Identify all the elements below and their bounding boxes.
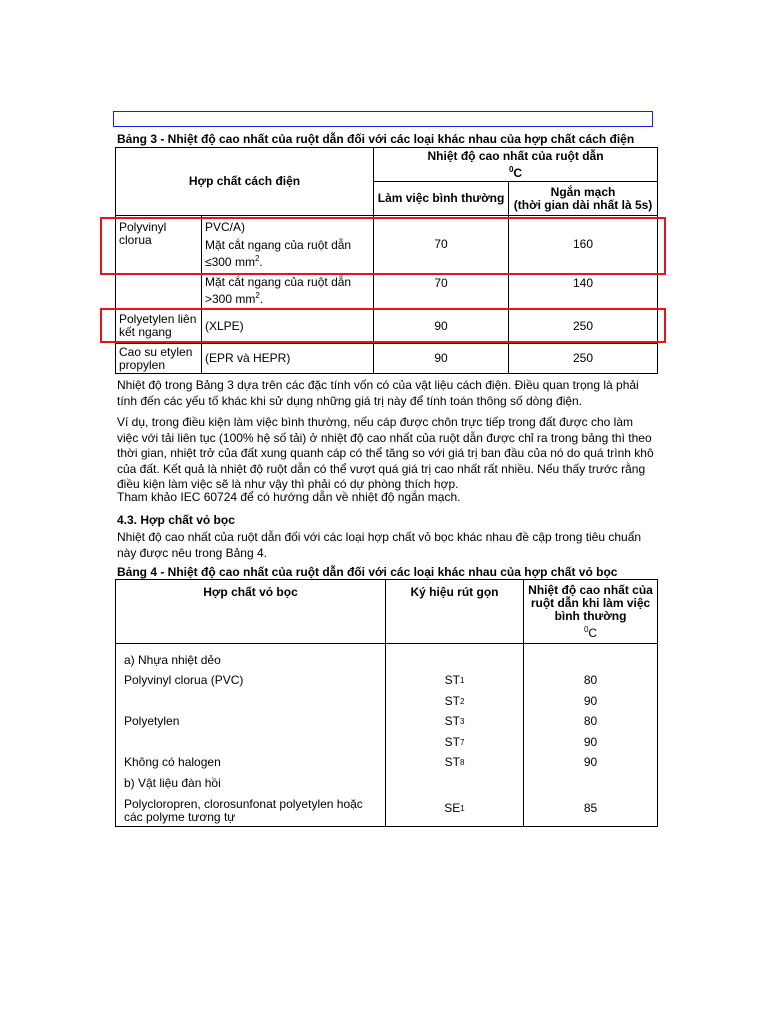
table4-header-symbol: Ký hiệu rút gọn bbox=[386, 580, 524, 644]
list-item: Polycloropren, clorosunfonat polyetylen hoặc các polyme tương tự bbox=[124, 796, 363, 824]
selection-box bbox=[113, 111, 653, 127]
compound-column bbox=[116, 644, 386, 827]
list-item: Không có halogen bbox=[124, 755, 221, 770]
list-item: Polyetylen bbox=[124, 714, 180, 729]
list-item: ST 7 bbox=[444, 734, 465, 749]
normal-temp-cell: 90 bbox=[374, 309, 509, 344]
normal-temp-cell: 70 bbox=[374, 216, 509, 274]
table4-caption: Bảng 4 - Nhiệt độ cao nhất của ruột dẫn đối với các loại khác nhau của hợp chất vỏ bọc bbox=[117, 565, 618, 579]
list-item: 80 bbox=[583, 673, 598, 688]
paragraph: Nhiệt độ trong Bảng 3 dựa trên các đặc tính vốn có của vật liệu cách điện. Điều quan trọng là phải tính đến các yếu tố khác khi sử dụng những giá trị này để tính toán thông số dòng điện. bbox=[117, 378, 639, 408]
detail-cell: Mặt cắt ngang của ruột dẫn >300 $mm^2$. bbox=[202, 274, 374, 309]
table3-header-normal: Làm việc bình thường bbox=[374, 182, 509, 216]
highlight-box bbox=[100, 308, 666, 343]
highlight-box bbox=[100, 217, 666, 275]
paragraph: Nhiệt độ cao nhất của ruột dẫn đối với các loại hợp chất vỏ bọc khác nhau đề cập trong tiêu chuẩn này được nêu trong Bảng 4. bbox=[117, 530, 642, 560]
short-temp-cell: 160 bbox=[509, 216, 658, 274]
table4-header-temp: Nhiệt độ cao nhất của ruột dẫn khi làm việc bình thường $^0$C bbox=[524, 580, 658, 644]
detail-cell: (XLPE) bbox=[202, 309, 374, 344]
table3-header-insulation: Hợp chất cách điện bbox=[116, 148, 374, 216]
list-item: ST 1 bbox=[444, 673, 465, 688]
list-item: SE 1 bbox=[444, 801, 465, 815]
temp-column bbox=[524, 644, 658, 827]
table-row bbox=[116, 344, 658, 374]
list-item: b) Vật liệu đàn hồi bbox=[124, 775, 221, 790]
short-temp-cell: 140 bbox=[509, 274, 658, 309]
list-item: 80 bbox=[583, 714, 598, 729]
table4-header-compound: Hợp chất vỏ bọc bbox=[116, 580, 386, 644]
normal-temp-cell: 90 bbox=[374, 344, 509, 374]
list-item: Polyvinyl clorua (PVC) bbox=[124, 673, 244, 688]
list-item bbox=[124, 691, 377, 712]
table4 bbox=[115, 579, 658, 827]
list-item: 90 bbox=[583, 755, 598, 770]
section-heading: 4.3. Hợp chất vỏ bọc bbox=[117, 513, 235, 527]
short-temp-cell: 250 bbox=[509, 309, 658, 344]
material-cell: Polyvinyl clorua bbox=[116, 216, 202, 309]
symbol-column bbox=[386, 644, 524, 827]
normal-temp-cell: 70 bbox=[374, 274, 509, 309]
list-item bbox=[386, 650, 523, 671]
list-item: 90 bbox=[583, 734, 598, 749]
material-cell: Cao su etylen propylen bbox=[116, 344, 202, 374]
list-item: ST 2 bbox=[444, 693, 465, 708]
paragraph: Ví dụ, trong điều kiện làm việc bình thường, nếu cáp được chôn trực tiếp trong đất được cho làm việc với tải liên tục (100% hệ số tải) ở nhiệt độ cao nhất của ruột dẫn được chỉ ra trong bảng thì theo thời gian, nhiệt trở của đất xung quanh cáp có thể tăng so với giá trị ban đầu của nó do quá trình khô của đất. Kết quả là nhiệt độ ruột dẫn có thể vượt quá giá trị cao nhất rất nhiều. Nếu thấy trước rằng điều kiện làm việc sẽ là như vậy thì phải có dự phòng thích hợp. bbox=[117, 415, 654, 491]
short-temp-cell: 250 bbox=[509, 344, 658, 374]
detail-cell: (EPR và HEPR) bbox=[202, 344, 374, 374]
list-item: 90 bbox=[583, 693, 598, 708]
list-item bbox=[524, 773, 657, 794]
table3-caption: Bảng 3 - Nhiệt độ cao nhất của ruột dẫn đối với các loại khác nhau của hợp chất cách điện bbox=[117, 132, 635, 146]
table3-header-short: Ngắn mạch (thời gian dài nhất là 5s) bbox=[509, 182, 658, 216]
list-item bbox=[386, 773, 523, 794]
list-item: 85 bbox=[583, 801, 598, 815]
list-item: a) Nhựa nhiệt dẻo bbox=[124, 652, 221, 667]
list-item bbox=[124, 732, 377, 753]
material-cell: Polyetylen liên kết ngang bbox=[116, 309, 202, 344]
list-item: ST 8 bbox=[444, 755, 465, 770]
list-item bbox=[524, 650, 657, 671]
table3-header-max-temp: Nhiệt độ cao nhất của ruột dẫn $^0$C bbox=[374, 148, 658, 182]
paragraph: Tham khảo IEC 60724 để có hướng dẫn về nhiệt độ ngắn mạch. bbox=[117, 490, 461, 504]
list-item: ST 3 bbox=[444, 714, 465, 729]
detail-cell: PVC/A) Mặt cắt ngang của ruột dẫn ≤300 $mm^2$. bbox=[202, 216, 374, 274]
